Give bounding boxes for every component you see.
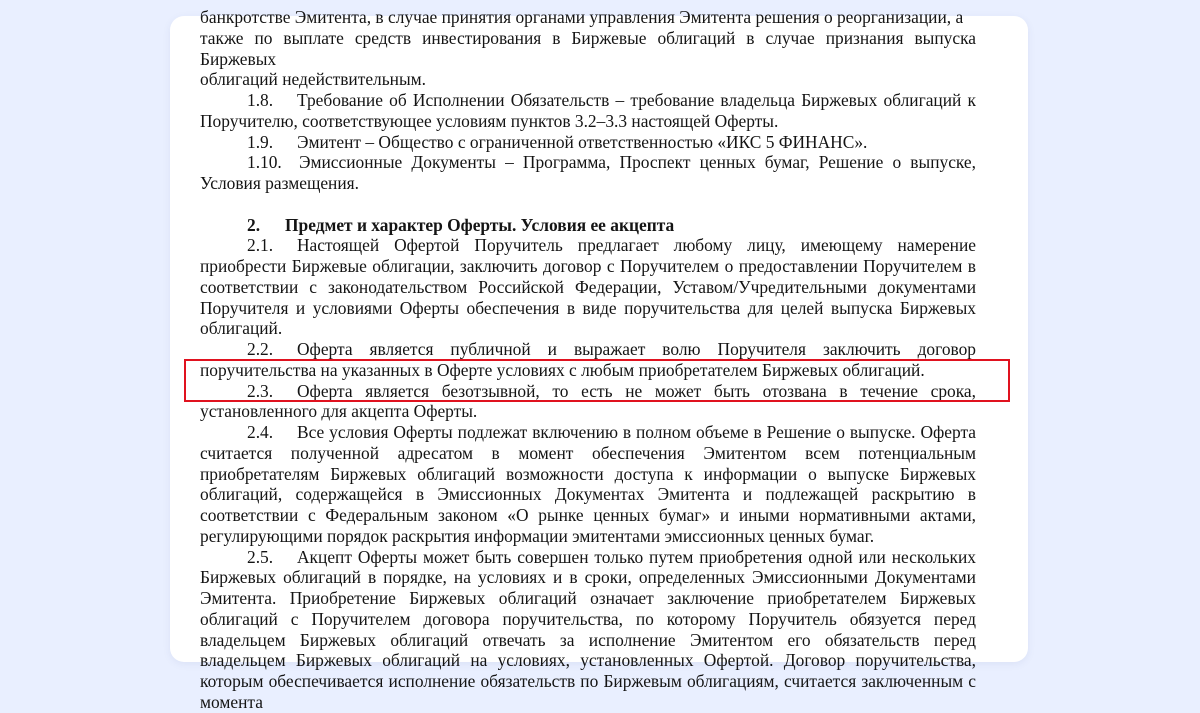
clause-number: 1.10. [247, 152, 282, 173]
intro-line-2: также по выплате средств инвестирования в Биржевые облигаций в случае признания выпуска Биржевых [200, 27, 976, 69]
intro-line-3: облигаций недействительным. [200, 69, 426, 90]
section-gap [200, 194, 976, 215]
clause-number: 2.4. [247, 422, 274, 442]
clause-2-4 [200, 422, 976, 547]
clause-text: Эмитент – Общество с ограниченной ответственностью «ИКС 5 ФИНАНС». [297, 131, 868, 152]
intro-line-1: банкротстве Эмитента, в случае принятия органами управления Эмитента решения о реорганизации, а [200, 7, 964, 27]
clause-text: Акцепт Оферты может быть совершен только путем приобретения одной или нескольких Биржевых облигаций в порядке, на условиях и в сроки, определенных Эмиссионными Документами Эмитента. Приобретение Биржевых облигаций означает заключение приобретателем Биржевых облигаций с Поручителем договора поручительства, по которому Поручитель обязуется перед владельцем Биржевых облигаций отвечать за исполнение Эмитентом его обязательств перед владельцем Биржевых облигаций на условиях, установленных Офертой. Договор поручительства, которым обеспечивается исполнение обязательств по Биржевым облигациям, считается заключенным с момента [200, 546, 976, 712]
clause-text: Оферта является публичной и выражает волю Поручителя заключить договор поручительства на указанных в Оферте условиях с любым приобретателем Биржевых облигаций. [200, 339, 976, 380]
section-number: 2. [247, 214, 261, 235]
clause-number: 2.3. [247, 380, 274, 401]
clause-number: 2.2. [247, 339, 274, 359]
clause-1-9 [200, 132, 976, 153]
clause-number: 1.9. [247, 131, 274, 152]
section-title: Предмет и характер Оферты. Условия ее акцепта [285, 214, 675, 235]
document-card [170, 7, 1028, 712]
clause-number: 2.5. [247, 546, 274, 567]
clause-text: Требование об Исполнении Обязательств – требование владельца Биржевых облигаций к Поручителю, соответствующее условиям пунктов 3.2–3.3 настоящей Оферты. [200, 90, 976, 131]
clause-2-1 [200, 235, 976, 339]
clause-text: Оферта является безотзывной, то есть не может быть отозвана в течение срока, установленного для акцепта Оферты. [200, 380, 976, 422]
clause-text: Эмиссионные Документы – Программа, Проспект ценных бумаг, Решение о выпуске, Условия размещения. [200, 152, 976, 193]
clause-number: 1.8. [247, 90, 274, 110]
clause-text: Настоящей Офертой Поручитель предлагает любому лицу, имеющему намерение приобрести Биржевые облигации, заключить договор с Поручителем о предоставлении Поручителем в соответствии с законодательством Российской Федерации, Уставом/Учредительными документами Поручителя и условиями Оферты обеспечения в виде поручительства для целей выпуска Биржевых облигаций. [200, 235, 976, 339]
clause-1-8 [200, 90, 976, 132]
document-text [200, 7, 976, 713]
clause-2-3-highlighted [200, 381, 976, 423]
clause-2-5 [200, 547, 976, 713]
clause-number: 2.1. [247, 235, 274, 256]
clause-2-2 [200, 339, 976, 381]
section-heading-2 [200, 215, 976, 236]
clause-text: Все условия Оферты подлежат включению в полном объеме в Решение о выпуске. Оферта считается полученной адресатом в момент обеспечения Эмитентом всем потенциальным приобретателям Биржевых облигаций возможности доступа к информации о выпуске Биржевых облигаций, содержащейся в Эмиссионных Документах Эмитента и подлежащей раскрытию в соответствии с Федеральным законом «О рынке ценных бумаг» и иными нормативными актами, регулирующими порядок раскрытия информации эмитентами эмиссионных ценных бумаг. [200, 422, 976, 546]
clause-1-10 [200, 152, 976, 194]
